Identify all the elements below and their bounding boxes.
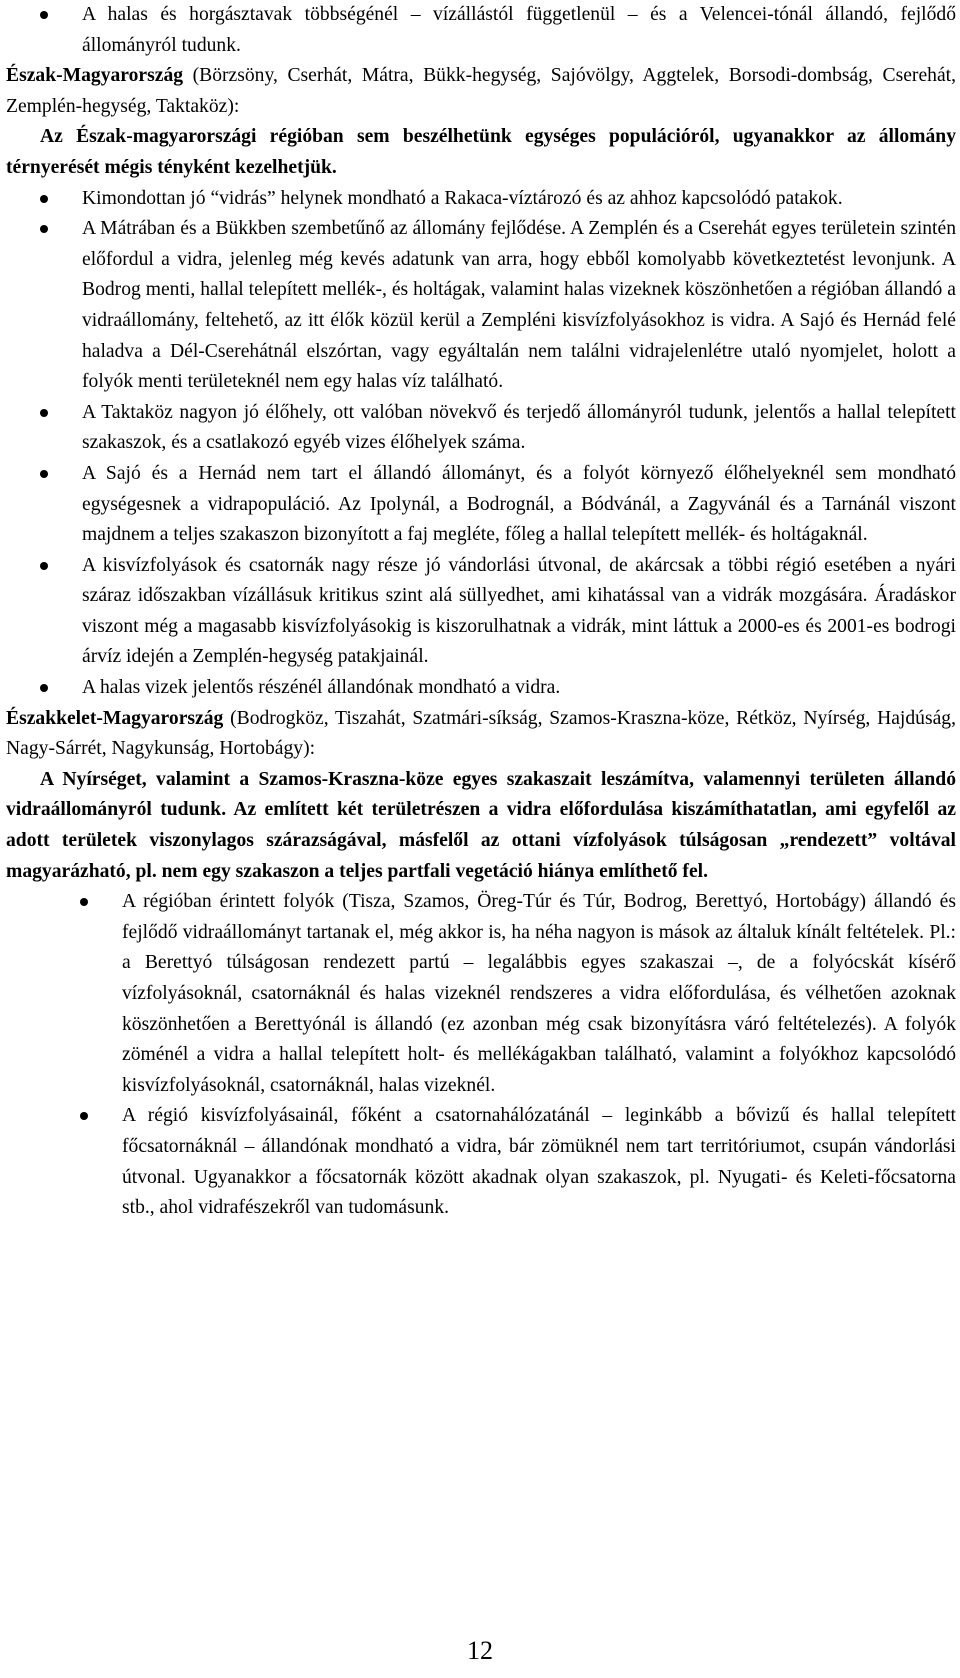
bullet-list-northeast [6, 887, 956, 1224]
bullet-icon [40, 470, 48, 478]
bullet-list-lake-section [6, 0, 956, 61]
region-name: Északkelet-Magyarország [6, 707, 224, 729]
bullet-icon [40, 11, 48, 19]
summary-first-line: Az Észak-magyarországi régióban sem beszélhetünk egységes populációról, [40, 126, 720, 148]
list-item [6, 1101, 956, 1223]
region-areas: (Bodrogköz, Tiszahát, Szatmári-síkság, Szamos-Kraszna-köze, Rétköz, Nyírség, Hajdúság, Nagy-Sárrét, Nagykunság, Hortobágy): [6, 707, 956, 760]
list-item [6, 551, 956, 673]
bullet-icon [80, 898, 88, 906]
list-item [6, 214, 956, 398]
region-heading-north [6, 61, 956, 122]
list-item-text: A Taktaköz nagyon jó élőhely, ott valóban növekvő és terjedő állományról tudunk, jelentős a hallal telepített szakaszok, és a csatlakozó egyéb vizes élőhelyek száma. [82, 401, 956, 454]
region-areas: (Börzsöny, Cserhát, Mátra, Bükk-hegység, Sajóvölgy, Aggtelek, Borsodi-dombság, Cserehát, Zemplén-hegység, Taktaköz): [6, 65, 956, 117]
region-heading-northeast [6, 704, 956, 765]
list-item [6, 184, 956, 215]
region-summary-north [6, 122, 956, 183]
list-item-text: A Sajó és a Hernád nem tart el állandó állományt, és a folyót környező élőhelyeknél sem mondható egységesnek a vidrapopuláció. Az Ipolynál, a Bodrognál, a Bódvánál, a Zagyvánál és a Tarnánál viszont majdnem a teljes szakaszon bizonyított a faj megléte, főleg a hallal telepített mellék- és holtágaknál. [82, 462, 956, 546]
bullet-icon [40, 562, 48, 570]
region-summary-northeast [6, 765, 956, 887]
summary-rest: valamennyi területen állandó vidraállományról tudunk. Az említett két területrészen a vidra előfordulása kiszámíthatatlan, ami egyfelől az adott területek viszonylagos szárazságával, másfelől az ottani vízfolyások túlságosan „rendezett” voltával magyarázható, pl. nem egy szakaszon a teljes partfali vegetáció hiánya említhető fel. [6, 768, 956, 882]
list-item-text: A régió kisvízfolyásainál, főként a csatornahálózatánál – leginkább a bővizű és hallal telepített főcsatornáknál – állandónak mondható a vidra, bár zömüknél nem tart territóriumot, csupán vándorlási útvonal. Ugyanakkor a főcsatornák között akadnak olyan szakaszok, pl. Nyugati- és Keleti-főcsatorna stb., ahol vidrafészekről van tudomásunk. [122, 1105, 956, 1219]
page-number: 12 [467, 1636, 493, 1665]
bullet-icon [40, 225, 48, 233]
list-item-text: A kisvízfolyások és csatornák nagy része jó vándorlási útvonal, de akárcsak a többi régió esetében a nyári száraz időszakban vízállásuk kritikus szint alá süllyedhet, ami kihatással van a vidrák mozgására. Áradáskor viszont még a magasabb kisvízfolyásokig is kiszorulhatnak a vidrák, mint láttuk a 2000-es és 2001-es bodrogi árvíz idején a Zemplén-hegység patakjainál. [82, 554, 956, 668]
list-item [6, 887, 956, 1101]
list-item-text: A Mátrában és a Bükkben szembetűnő az állomány fejlődése. A Zemplén és a Cserehát egyes területein szintén előfordul a vidra, jelenleg még kevés adatunk van arra, hogy ebből komolyabb következtetést levonjunk. A Bodrog menti, hallal telepített mellék-, és holtágak, valamint halas vizeknek köszönhetően a régióban állandó a vidraállomány, feltehető, az itt élők közül kerül a Zempléni kisvízfolyásokhoz is vidra. A Sajó és Hernád felé haladva a Dél-Cserehátnál elszórtan, vagy egyáltalán nem találni vidrajelenlétre utaló nyomjelet, holott a folyók menti területeknél nem egy halas víz található. [82, 218, 956, 393]
list-item-text: A halas vizek jelentős részénél állandónak mondható a vidra. [82, 677, 561, 699]
bullet-icon [40, 195, 48, 203]
document-page [6, 0, 956, 1224]
region-name: Észak-Magyarország [6, 65, 184, 87]
summary-rest: ugyanakkor az állomány térnyerését mégis tényként kezelhetjük. [6, 126, 956, 178]
list-item [6, 398, 956, 459]
list-item [6, 0, 956, 61]
bullet-icon [40, 684, 48, 692]
list-item [6, 673, 956, 704]
list-item-text: A halas és horgásztavak többségénél – vízállástól függetlenül – és a Velencei-tónál állandó, fejlődő állományról tudunk. [82, 4, 956, 56]
list-item-text: Kimondottan jó “vidrás” helynek mondható a Rakaca-víztározó és az ahhoz kapcsolódó patakok. [82, 187, 843, 209]
bullet-list-north [6, 184, 956, 704]
bullet-icon [40, 409, 48, 417]
list-item [6, 459, 956, 551]
list-item-text: A régióban érintett folyók (Tisza, Szamos, Öreg-Túr és Túr, Bodrog, Berettyó, Hortobágy) állandó és fejlődő vidraállományt tartanak el, még akkor is, ha néha nagyon is mások az általuk kínált feltételek. Pl.: a Berettyó túlságosan rendezett partú – legalábbis egyes szakaszai –, de a folyócskát kísérő vízfolyásoknál, csatornáknál és halas vizeknél rendszeres a vidra előfordulása, és vélhetően azoknak köszönhetően a Berettyónál is állandó (ez azonban még csak bizonyításra váró feltételezés). A folyók zöménél a vidra a hallal telepített holt- és mellékágakban található, valamint a folyókhoz kapcsolódó kisvízfolyásoknál, csatornáknál, halas vizeknél. [122, 891, 956, 1096]
summary-first-line: A Nyírséget, valamint a Szamos-Kraszna-köze egyes szakaszait leszámítva, [40, 768, 694, 790]
bullet-icon [80, 1112, 88, 1120]
